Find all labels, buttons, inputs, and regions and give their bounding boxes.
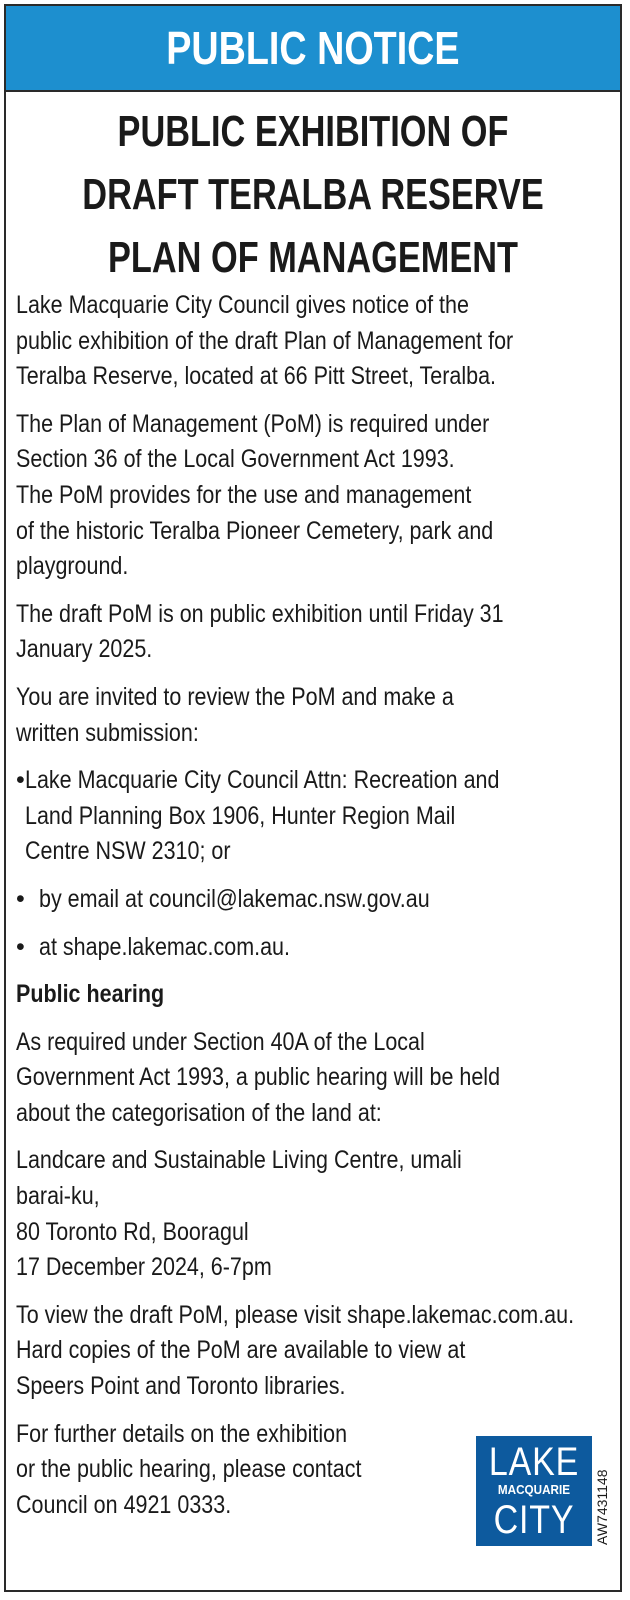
bullet-email: [16, 882, 606, 918]
text-line: Land Planning Box 1906, Hunter Region Mail: [24, 801, 456, 830]
text-line: Section 36 of the Local Government Act 1993.: [16, 445, 455, 474]
text-line: Hard copies of the PoM are available to view at: [16, 1336, 466, 1365]
intro-paragraph: [16, 288, 606, 395]
text-line: public exhibition of the draft Plan of Management for: [16, 326, 514, 355]
text-line: or the public hearing, please contact: [16, 1455, 362, 1484]
notice-title: [6, 100, 620, 289]
text-line: Teralba Reserve, located at 66 Pitt Street, Teralba.: [16, 362, 497, 391]
text-line: written submission:: [16, 718, 199, 747]
text-line: of the historic Teralba Pioneer Cemetery, park and: [16, 516, 494, 545]
bullet-dot: •: [16, 766, 25, 795]
text-line: The Plan of Management (PoM) is required under: [16, 409, 490, 438]
text-line: playground.: [16, 552, 129, 581]
text-line: Speers Point and Toronto libraries.: [16, 1372, 346, 1401]
text-line: barai-ku,: [16, 1182, 100, 1211]
logo-text-lake: LAKE: [488, 1440, 580, 1484]
logo-text-city: CITY: [493, 1498, 575, 1542]
website-text: at shape.lakemac.com.au.: [39, 932, 290, 961]
text-line: For further details on the exhibition: [16, 1419, 348, 1448]
text-line: Centre NSW 2310; or: [24, 837, 231, 866]
text-line: Landcare and Sustainable Living Centre, umali: [16, 1146, 462, 1175]
text-line: January 2025.: [16, 635, 153, 664]
text-line: about the categorisation of the land at:: [16, 1098, 382, 1127]
lake-macquarie-city-logo: [476, 1436, 592, 1546]
pom-requirement-paragraph: [16, 407, 606, 585]
text-line: Lake Macquarie City Council gives notice of the: [16, 291, 469, 319]
text-line: Council on 4921 0333.: [16, 1490, 232, 1519]
bullet-website: [16, 930, 606, 966]
text-line: The draft PoM is on public exhibition until Friday 31: [16, 599, 504, 628]
notice-banner: [6, 6, 620, 92]
text-line: The PoM provides for the use and management: [16, 480, 472, 509]
banner-title: PUBLIC NOTICE: [166, 22, 460, 74]
bullet-postal: [16, 763, 606, 870]
bullet-dot: •: [16, 884, 25, 913]
view-copies-paragraph: [16, 1298, 606, 1405]
text-line: 80 Toronto Rd, Booragul: [16, 1217, 249, 1246]
submission-invite-paragraph: [16, 680, 606, 751]
title-line-3: PLAN OF MANAGEMENT: [108, 233, 518, 282]
venue-details: [16, 1143, 606, 1285]
email-text: by email at council@lakemac.nsw.gov.au: [39, 884, 430, 913]
text-line: As required under Section 40A of the Local: [16, 1027, 425, 1056]
reference-code: AW7431148: [594, 1469, 610, 1545]
text-line: To view the draft PoM, please visit shape.lakemac.com.au.: [16, 1300, 575, 1329]
bullet-dot: •: [16, 932, 25, 961]
title-line-1: PUBLIC EXHIBITION OF: [117, 107, 509, 156]
logo-text-macquarie: MACQUARIE: [497, 1482, 571, 1497]
exhibition-dates-paragraph: [16, 597, 606, 668]
public-hearing-heading: Public hearing: [16, 980, 165, 1009]
title-line-2: DRAFT TERALBA RESERVE: [82, 170, 544, 219]
notice-body: [16, 288, 606, 1523]
text-line: Government Act 1993, a public hearing will be held: [16, 1063, 501, 1092]
text-line: You are invited to review the PoM and make a: [16, 682, 454, 711]
hearing-paragraph: [16, 1025, 606, 1132]
text-line: 17 December 2024, 6-7pm: [16, 1253, 272, 1282]
text-line: Lake Macquarie City Council Attn: Recreation and: [24, 766, 500, 795]
